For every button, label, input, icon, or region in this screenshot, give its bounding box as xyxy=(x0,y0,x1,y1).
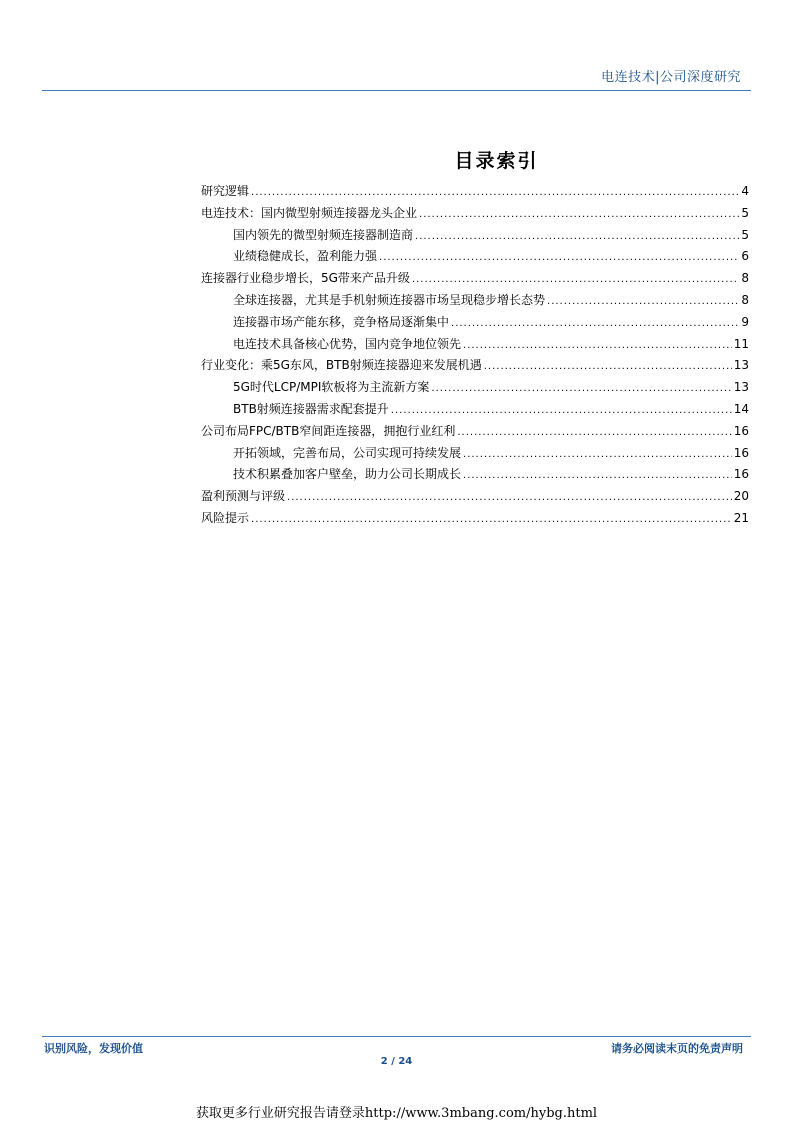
toc-entry-label: 业绩稳健成长，盈利能力强 xyxy=(233,249,378,264)
toc-entry-page: 16 xyxy=(733,467,749,482)
toc-leader-dots xyxy=(484,356,732,378)
toc-entry-page: 14 xyxy=(733,401,749,416)
toc-title: 目录索引 xyxy=(454,150,539,172)
toc-entry[interactable] xyxy=(201,355,749,377)
toc-entry-page: 16 xyxy=(733,423,749,438)
toc-leader-dots xyxy=(412,269,739,291)
toc-entry-page: 8 xyxy=(741,292,749,307)
toc-entry[interactable] xyxy=(201,377,749,399)
toc-entry-label: BTB射频连接器需求配套提升 xyxy=(233,401,389,416)
table-of-contents xyxy=(201,181,749,530)
toc-entry-page: 6 xyxy=(741,249,749,264)
toc-entry-page: 5 xyxy=(741,227,749,242)
toc-leader-dots xyxy=(251,182,739,204)
footer-slogan: 识别风险，发现价值 xyxy=(44,1042,143,1055)
toc-entry-page: 13 xyxy=(733,380,749,395)
toc-entry[interactable] xyxy=(201,290,749,312)
toc-leader-dots xyxy=(251,509,732,531)
toc-entry[interactable] xyxy=(201,246,749,268)
footer-disclaimer: 请务必阅读末页的免责声明 xyxy=(611,1042,743,1055)
toc-entry[interactable] xyxy=(201,268,749,290)
toc-entry-label: 连接器市场产能东移，竞争格局逐渐集中 xyxy=(233,314,450,329)
toc-entry[interactable] xyxy=(201,225,749,247)
toc-entry-page: 11 xyxy=(733,336,749,351)
toc-entry-label: 研究逻辑 xyxy=(201,184,250,198)
toc-entry[interactable] xyxy=(201,443,749,465)
toc-entry-page: 9 xyxy=(741,314,749,329)
toc-leader-dots xyxy=(451,313,739,335)
toc-entry[interactable] xyxy=(201,421,749,443)
toc-leader-dots xyxy=(463,465,732,487)
toc-entry[interactable] xyxy=(201,181,749,203)
toc-entry-page: 8 xyxy=(741,271,749,286)
toc-entry-label: 风险提示 xyxy=(201,510,250,525)
toc-leader-dots xyxy=(419,204,739,226)
header-divider xyxy=(42,90,751,91)
watermark-link[interactable]: 获取更多行业研究报告请登录http://www.3mbang.com/hybg.html xyxy=(195,1106,598,1121)
toc-entry-label: 行业变化：乘5G东风，BTB射频连接器迎来发展机遇 xyxy=(201,358,482,373)
page-number: 2 / 24 xyxy=(380,1056,413,1067)
toc-entry-label: 国内领先的微型射频连接器制造商 xyxy=(233,227,414,242)
toc-entry-label: 电连技术具备核心优势，国内竞争地位领先 xyxy=(233,336,462,351)
toc-entry[interactable] xyxy=(201,399,749,421)
toc-entry-label: 开拓领域，完善布局，公司实现可持续发展 xyxy=(233,445,462,460)
toc-leader-dots xyxy=(463,335,732,357)
toc-entry-label: 全球连接器，尤其是手机射频连接器市场呈现稳步增长态势 xyxy=(233,292,546,307)
toc-entry-label: 技术积累叠加客户壁垒，助力公司长期成长 xyxy=(233,467,462,482)
toc-entry-page: 21 xyxy=(733,510,749,525)
toc-entry[interactable] xyxy=(201,486,749,508)
toc-entry-label: 盈利预测与评级 xyxy=(201,489,286,504)
toc-leader-dots xyxy=(457,422,731,444)
toc-leader-dots xyxy=(431,378,731,400)
toc-entry[interactable] xyxy=(201,508,749,530)
toc-entry-label: 公司布局FPC/BTB窄间距连接器，拥抱行业红利 xyxy=(201,423,456,438)
toc-entry-label: 电连技术：国内微型射频连接器龙头企业 xyxy=(201,205,418,220)
toc-leader-dots xyxy=(391,400,732,422)
toc-entry-page: 4 xyxy=(741,184,749,198)
toc-leader-dots xyxy=(547,291,739,313)
toc-entry[interactable] xyxy=(201,312,749,334)
toc-leader-dots xyxy=(379,247,739,269)
header-title: 电连技术|公司深度研究 xyxy=(601,70,741,85)
toc-entry-page: 20 xyxy=(733,489,749,504)
toc-entry[interactable] xyxy=(201,203,749,225)
toc-entry-page: 5 xyxy=(741,205,749,220)
footer-divider xyxy=(42,1036,751,1037)
toc-entry-page: 13 xyxy=(733,358,749,373)
toc-leader-dots xyxy=(463,444,732,466)
toc-leader-dots xyxy=(287,487,732,509)
toc-entry-label: 5G时代LCP/MPI软板将为主流新方案 xyxy=(233,380,430,395)
toc-entry-label: 连接器行业稳步增长，5G带来产品升级 xyxy=(201,271,410,286)
toc-entry[interactable] xyxy=(201,464,749,486)
toc-leader-dots xyxy=(415,226,739,248)
toc-entry[interactable] xyxy=(201,334,749,356)
toc-entry-page: 16 xyxy=(733,445,749,460)
